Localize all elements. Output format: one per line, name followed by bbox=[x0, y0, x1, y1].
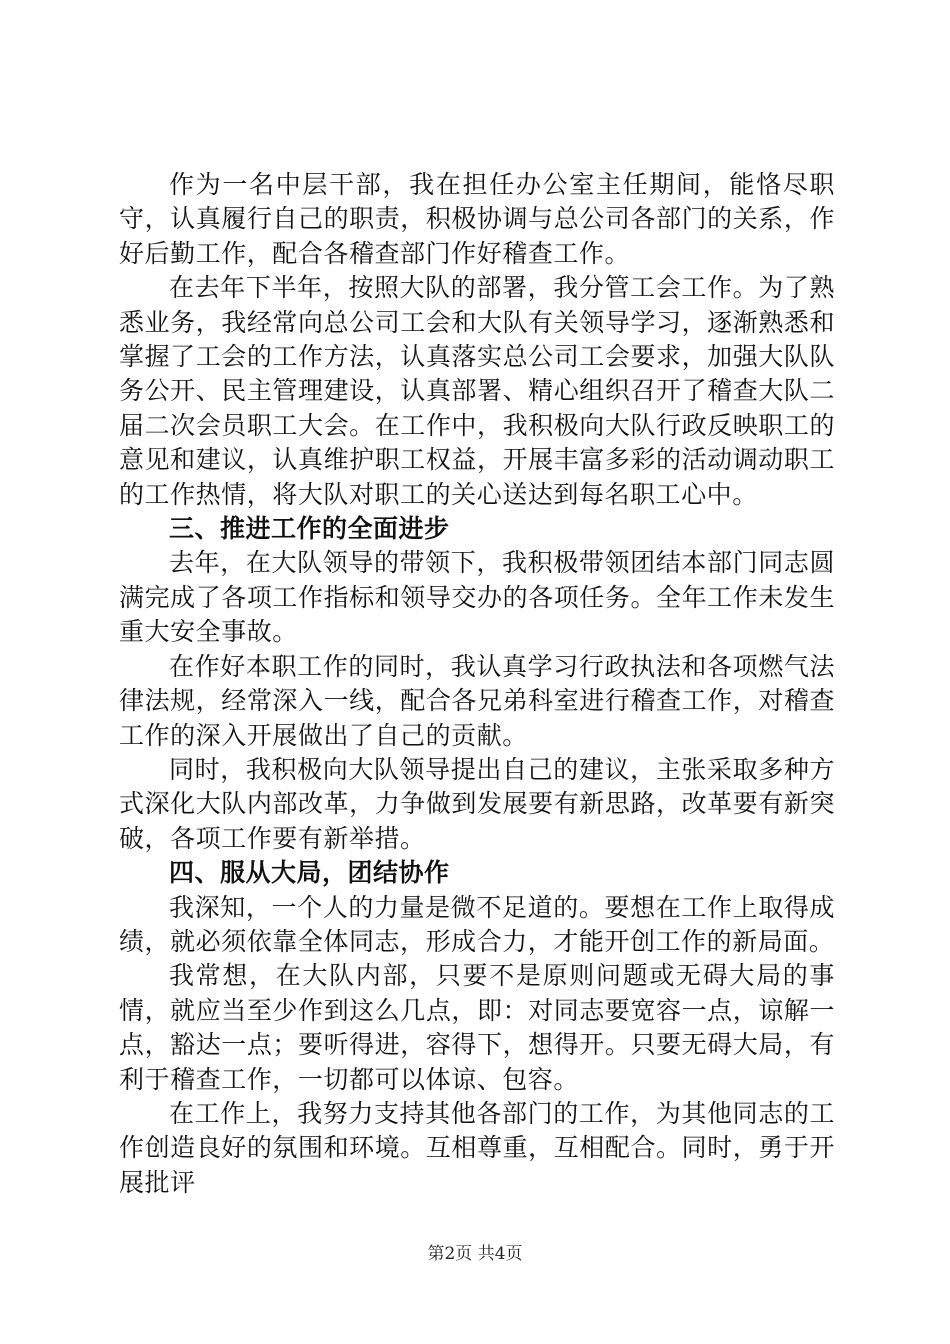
document-body bbox=[119, 168, 835, 1200]
paragraph-reform: 同时，我积极向大队领导提出自己的建议，主张采取多种方式深化大队内部改革，力争做到发展要有新思路，改革要有新突破，各项工作要有新举措。 bbox=[119, 754, 835, 853]
paragraph-support: 在工作上，我努力支持其他各部门的工作，为其他同志的工作创造良好的氛围和环境。互相尊重，互相配合。同时，勇于开展批评 bbox=[119, 1098, 835, 1197]
paragraph-teamwork: 我深知，一个人的力量是微不足道的。要想在工作上取得成绩，就必须依靠全体同志，形成合力，才能开创工作的新局面。 bbox=[119, 892, 835, 956]
section-heading-4: 四、服从大局，团结协作 bbox=[169, 858, 450, 888]
paragraph-union-work: 在去年下半年，按照大队的部署，我分管工会工作。为了熟悉业务，我经常向总公司工会和大队有关领导学习，逐渐熟悉和掌握了工会的工作方法，认真落实总公司工会要求，加强大队队务公开、民主管理建设，认真部署、精心组织召开了稽查大队二届二次会员职工大会。在工作中，我积极向大队行政反映职工的意见和建议，认真维护职工权益，开展丰富多彩的活动调动职工的工作热情，将大队对职工的关心送达到每名职工心中。 bbox=[119, 273, 835, 509]
section-heading-3: 三、推进工作的全面进步 bbox=[169, 514, 450, 544]
paragraph-tolerance: 我常想，在大队内部，只要不是原则问题或无碍大局的事情，就应当至少作到这么几点，即：对同志要宽容一点，谅解一点，豁达一点；要听得进，容得下，想得开。只要无碍大局，有利于稽查工作，一切都可以体谅、包容。 bbox=[119, 961, 835, 1094]
paragraph-law-study: 在作好本职工作的同时，我认真学习行政执法和各项燃气法律法规，经常深入一线，配合各兄弟科室进行稽查工作，对稽查工作的深入开展做出了自己的贡献。 bbox=[119, 651, 835, 750]
paragraph-last-year: 去年，在大队领导的带领下，我积极带领团结本部门同志圆满完成了各项工作指标和领导交办的各项任务。全年工作未发生重大安全事故。 bbox=[119, 548, 835, 647]
paragraph-duty: 作为一名中层干部，我在担任办公室主任期间，能恪尽职守，认真履行自己的职责，积极协调与总公司各部门的关系，作好后勤工作，配合各稽查部门作好稽查工作。 bbox=[119, 170, 835, 268]
page-number-footer: 第2页 共4页 bbox=[427, 1244, 523, 1264]
